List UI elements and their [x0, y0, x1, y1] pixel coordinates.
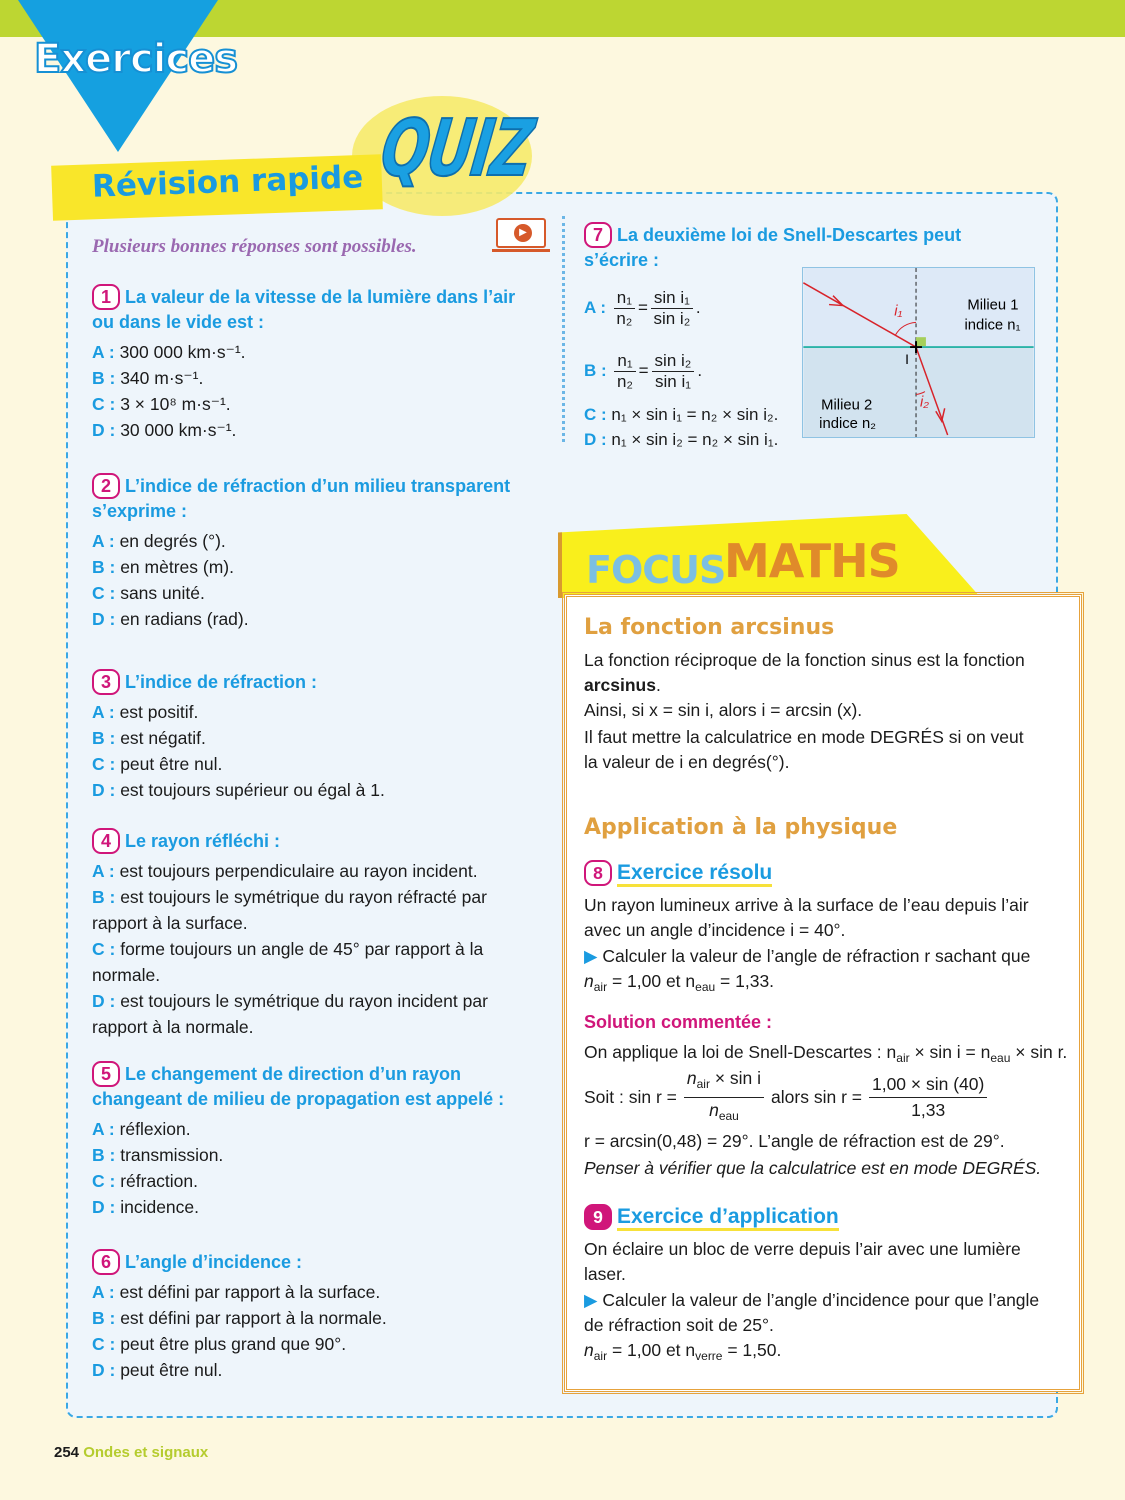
question-number: 5: [92, 1061, 120, 1087]
answer-label: B :: [92, 557, 116, 577]
answer-text: en radians (rad).: [120, 609, 249, 629]
exercise-9-heading: 9 Exercice d’application: [584, 1204, 1054, 1230]
answer-label: A :: [92, 702, 115, 722]
angle-i1-label: i₁: [894, 303, 903, 320]
question-heading: [92, 284, 532, 335]
answer-text: 340 m·s⁻¹.: [120, 368, 204, 388]
answer-text: transmission.: [120, 1145, 224, 1165]
answer-b[interactable]: B : $\frac{\text{n₁}}{\text{n₂}}$ = $\frac{\text{sin i₂}}{\text{sin i₁}}$ .: [584, 350, 703, 391]
solution-line-1: On applique la loi de Snell-Descartes : $n_{air} \times \sin i = n_{eau} \times \sin r$.: [584, 1042, 1068, 1065]
answer-label: B :: [92, 728, 116, 748]
answer-option[interactable]: [92, 417, 532, 443]
answer-option[interactable]: [92, 884, 532, 936]
exercise-8-text: Un rayon lumineux arrive à la surface de l’eau depuis l’air avec un angle d’incidence i = 40°.: [584, 895, 1029, 940]
answer-option[interactable]: [92, 858, 532, 884]
answer-label: C :: [92, 1171, 116, 1191]
question-5: [92, 1061, 532, 1220]
focus-paragraph-2: Ainsi, si x = sin i, alors i = arcsin (x).: [584, 700, 863, 720]
answer-label: A :: [92, 1119, 115, 1139]
answer-label: D :: [92, 609, 116, 629]
hint-text: Plusieurs bonnes réponses sont possibles.: [92, 236, 417, 257]
section-title: Exercices: [34, 36, 238, 82]
answer-option[interactable]: [92, 1142, 532, 1168]
answer-text: sans unité.: [120, 583, 205, 603]
maths-word: MATHS: [724, 534, 900, 588]
answer-text: réflexion.: [119, 1119, 191, 1139]
exercise-8-heading: 8 Exercice résolu: [584, 860, 1054, 886]
answer-text: est toujours le symétrique du rayon réfracté par rapport à la surface.: [92, 887, 487, 933]
answer-label: B :: [92, 887, 116, 907]
answer-label: B :: [92, 368, 116, 388]
answer-label: A :: [92, 531, 115, 551]
question-heading: [92, 1061, 532, 1112]
answer-text: est toujours le symétrique du rayon incident par rapport à la normale.: [92, 991, 488, 1037]
answer-option[interactable]: [92, 751, 532, 777]
answer-option[interactable]: [92, 1357, 532, 1383]
medium2-label: Milieu 2: [821, 397, 873, 414]
solution-line-2: Soit : sin r = $\frac{n_{air} \times \sin i}{n_{eau}}$ alors sin r = $\frac{1,00 \times \sin (40)}{1,33}$: [584, 1066, 1054, 1129]
chapter-name: Ondes et signaux: [83, 1444, 209, 1461]
answer-label: D :: [92, 420, 116, 440]
question-2: [92, 473, 532, 632]
answer-text: est positif.: [119, 702, 199, 722]
answer-text: en degrés (°).: [119, 531, 226, 551]
answer-label: A :: [92, 861, 115, 881]
answer-label: C :: [92, 394, 116, 414]
answer-label: D :: [92, 1360, 116, 1380]
question-number: 4: [92, 828, 120, 854]
footer: [54, 1444, 208, 1461]
banner-title: Révision rapide: [91, 159, 364, 205]
answer-text: forme toujours un angle de 45° par rapport à la normale.: [92, 939, 484, 985]
answer-label: D :: [92, 991, 116, 1011]
answer-text: 3 × 10⁸ m·s⁻¹.: [120, 394, 231, 414]
answer-option[interactable]: [92, 988, 532, 1040]
question-heading: [92, 669, 532, 695]
exercise-9-task: ▶ Calculer la valeur de l’angle d’incidence pour que l’angle de réfraction soit de 25°.: [584, 1290, 1040, 1335]
answer-option[interactable]: [92, 1116, 532, 1142]
medium1-label: Milieu 1: [967, 297, 1019, 314]
question-title: Le changement de direction d’un rayon changeant de milieu de propagation est appelé :: [92, 1064, 505, 1109]
answer-label: B :: [92, 1308, 116, 1328]
answer-option[interactable]: [92, 580, 532, 606]
question-title: Le rayon réfléchi :: [125, 831, 281, 851]
answer-label: A :: [92, 342, 115, 362]
question-title: La valeur de la vitesse de la lumière dans l’air ou dans le vide est :: [92, 287, 516, 332]
answer-option[interactable]: [92, 391, 532, 417]
answer-text: peut être nul.: [120, 1360, 223, 1380]
question-number: 6: [92, 1249, 120, 1275]
answer-text: en mètres (m).: [120, 557, 234, 577]
exercise-8-given: $n_{air} = 1,00$ et $n_{eau} = 1,33$.: [584, 971, 775, 994]
solution-line-3: r = arcsin(0,48) = 29°. L’angle de réfraction est de 29°.: [584, 1131, 1005, 1151]
answer-text: est défini par rapport à la normale.: [120, 1308, 387, 1328]
question-heading: [92, 1249, 532, 1275]
answer-text: peut être nul.: [120, 754, 223, 774]
question-title: L’indice de réfraction d’un milieu transparent s’exprime :: [92, 476, 511, 521]
answer-c[interactable]: C : n₁ × sin i₁ = n₂ × sin i₂.: [584, 405, 779, 424]
question-6: [92, 1249, 532, 1383]
answer-text: incidence.: [120, 1197, 200, 1217]
answer-a[interactable]: A : $\frac{\text{n₁}}{\text{n₂}}$ = $\frac{\text{sin i₁}}{\text{sin i₂}}$ .: [584, 287, 701, 328]
answer-option[interactable]: [92, 1194, 532, 1220]
answer-option[interactable]: [92, 936, 532, 988]
exercise-8-task: ▶ Calculer la valeur de l’angle de réfraction r sachant que: [584, 946, 1031, 966]
answer-option[interactable]: [92, 1305, 532, 1331]
question-number: 1: [92, 284, 120, 310]
angle-i2-label: i₂: [919, 394, 929, 411]
question-heading: [92, 828, 532, 854]
answer-text: est négatif.: [120, 728, 206, 748]
answer-text: est toujours supérieur ou égal à 1.: [120, 780, 385, 800]
answer-option[interactable]: [92, 554, 532, 580]
focus-paragraph-3: Il faut mettre la calculatrice en mode DEGRÉS si on veut la valeur de i en degrés(°).: [584, 727, 1024, 772]
answer-label: C :: [92, 1334, 116, 1354]
question-1: [92, 284, 532, 443]
point-label: I: [905, 350, 910, 367]
answer-text: 30 000 km·s⁻¹.: [120, 420, 237, 440]
answer-label: D :: [92, 780, 116, 800]
answer-text: est défini par rapport à la surface.: [119, 1282, 381, 1302]
index1-label: indice n₁: [964, 317, 1021, 334]
answer-text: peut être plus grand que 90°.: [120, 1334, 347, 1354]
application-title: Application à la physique: [584, 815, 898, 840]
question-4: [92, 828, 532, 1040]
dotted-divider: [562, 216, 565, 442]
solution-title: Solution commentée :: [584, 1012, 773, 1032]
page-number: 254: [54, 1444, 80, 1461]
answer-label: D :: [92, 1197, 116, 1217]
answer-option[interactable]: [92, 1168, 532, 1194]
answer-d[interactable]: D : n₁ × sin i₂ = n₂ × sin i₁.: [584, 430, 779, 449]
answer-option[interactable]: [92, 777, 532, 803]
answer-option[interactable]: [92, 1331, 532, 1357]
answer-option[interactable]: [92, 725, 532, 751]
answer-label: A :: [92, 1282, 115, 1302]
answer-label: C :: [92, 754, 116, 774]
answer-text: 300 000 km·s⁻¹.: [119, 342, 246, 362]
answer-option[interactable]: [92, 1279, 532, 1305]
answer-label: C :: [92, 939, 116, 959]
answer-label: C :: [92, 583, 116, 603]
answer-option[interactable]: [92, 365, 532, 391]
answer-option[interactable]: [92, 699, 532, 725]
answer-option[interactable]: [92, 339, 532, 365]
focus-word: FOCUS: [586, 548, 726, 592]
focus-paragraph-1: La fonction réciproque de la fonction sinus est la fonction arcsinus.: [584, 650, 1025, 695]
exercise-9-text: On éclaire un bloc de verre depuis l’air avec une lumière laser.: [584, 1239, 1021, 1284]
answer-label: B :: [92, 1145, 116, 1165]
question-title: L’angle d’incidence :: [125, 1252, 303, 1272]
question-number: 2: [92, 473, 120, 499]
question-3: [92, 669, 532, 803]
question-title: La deuxième loi de Snell-Descartes peut s’écrire :: [584, 225, 962, 270]
question-heading: [92, 473, 532, 524]
index2-label: indice n₂: [819, 416, 876, 433]
answer-text: est toujours perpendiculaire au rayon incident.: [119, 861, 478, 881]
solution-line-4: Penser à vérifier que la calculatrice est en mode DEGRÉS.: [584, 1158, 1042, 1178]
exercise-9-given: $n_{air} = 1,00$ et $n_{verre} = 1,50$.: [584, 1340, 782, 1363]
question-number: 3: [92, 669, 120, 695]
play-icon: ▶: [514, 224, 532, 242]
refraction-diagram: [802, 267, 1035, 438]
answer-option[interactable]: [92, 528, 532, 554]
question-title: L’indice de réfraction :: [125, 672, 318, 692]
answer-text: réfraction.: [120, 1171, 199, 1191]
answer-option[interactable]: [92, 606, 532, 632]
question-number: 7: [584, 222, 612, 248]
focus-title: La fonction arcsinus: [584, 615, 835, 640]
video-button[interactable]: [496, 218, 546, 248]
quiz-logo: QUIZ: [375, 104, 538, 194]
